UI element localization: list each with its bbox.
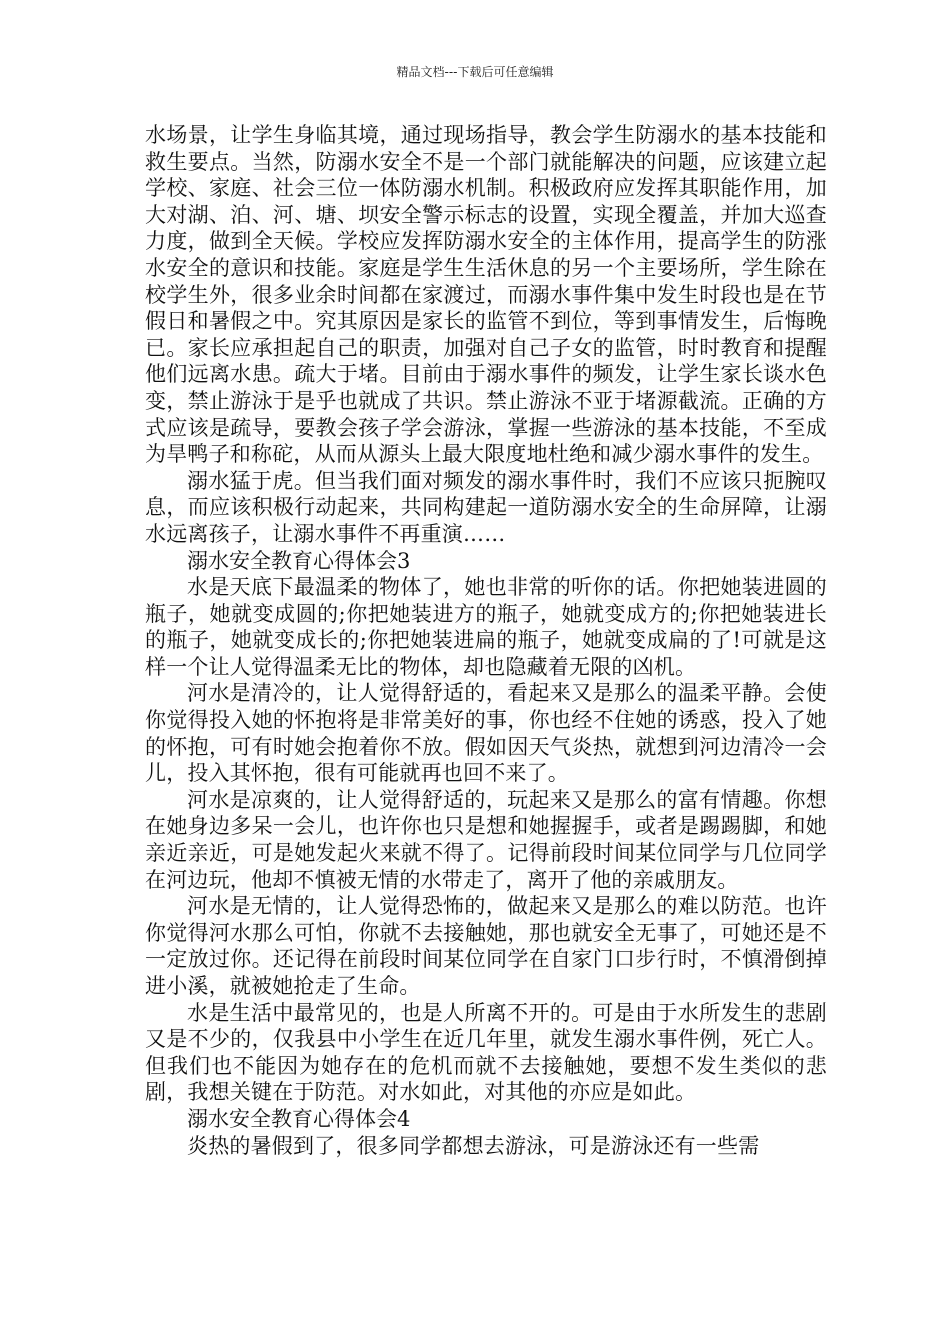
paragraph-3: 水是天底下最温柔的物体了，她也非常的听你的话。你把她装进圆的瓶子，她就变成圆的;你把她装进方的瓶子，她就变成方的;你把她装进长的瓶子，她就变成长的;你把她装进扁的瓶子，她就变成扁的了!可就是这样一个让人觉得温柔无比的物体，却也隐藏着无限的凶机。	[145, 575, 827, 679]
paragraph-7: 水是生活中最常见的，也是人所离不开的。可是由于水所发生的悲剧又是不少的，仅我县中小学生在近几年里，就发生溺水事件例，死亡人。但我们也不能因为她存在的危机而就不去接触她，要想不发生类似的悲剧，我想关键在于防范。对水如此，对其他的亦应是如此。	[145, 1000, 827, 1105]
paragraph-2: 溺水猛于虎。但当我们面对频发的溺水事件时，我们不应该只扼腕叹息，而应该积极行动起来，共同构建起一道防溺水安全的生命屏障，让溺水远离孩子，让溺水事件不再重演……	[145, 468, 827, 546]
paragraph-8: 炎热的暑假到了，很多同学都想去游泳，可是游泳还有一些需	[187, 1133, 760, 1158]
document-body	[145, 122, 827, 1159]
paragraph-5: 河水是凉爽的，让人觉得舒适的，玩起来又是那么的富有情趣。你想在她身边多呆一会儿，也许你也只是想和她握握手，或者是踢踢脚，和她亲近亲近，可是她发起火来就不得了。记得前段时间某位同学与几位同学在河边玩，他却不慎被无情的水带走了，离开了他的亲戚朋友。	[145, 787, 827, 892]
paragraph-6: 河水是无情的，让人觉得恐怖的，做起来又是那么的难以防范。也许你觉得河水那么可怕，你就不去接触她，那也就安全无事了，可她还是不一定放过你。还记得在前段时间某位同学在自家门口步行时，不慎滑倒掉进小溪，就被她抢走了生命。	[145, 894, 827, 998]
paragraph-1: 水场景，让学生身临其境，通过现场指导，教会学生防溺水的基本技能和救生要点。当然，防溺水安全不是一个部门就能解决的问题，应该建立起学校、家庭、社会三位一体防溺水机制。积极政府应发挥其职能作用，加大对湖、泊、河、塘、坝安全警示标志的设置，实现全覆盖，并加大巡查力度，做到全天候。学校应发挥防溺水安全的主体作用，提高学生的防涨水安全的意识和技能。家庭是学生生活休息的另一个主要场所，学生除在校学生外，很多业余时间都在家渡过，而溺水事件集中发生时段也是在节假日和暑假之中。究其原因是家长的监管不到位，等到事情发生，后悔晚已。家长应承担起自己的职责，加强对自己子女的监管，时时教育和提醒他们远离水患。疏大于堵。目前由于溺水事件的频发，让学生家长谈水色变，禁止游泳于是乎也就成了共识。禁止游泳不亚于堵源截流。正确的方式应该是疏导，要教会孩子学会游泳，掌握一些游泳的基本技能，不至成为旱鸭子和称砣，从而从源头上最大限度地杜绝和减少溺水事件的发生。	[145, 123, 827, 467]
paragraph-4: 河水是清冷的，让人觉得舒适的，看起来又是那么的温柔平静。会使你觉得投入她的怀抱将是非常美好的事，你也经不住她的诱惑，投入了她的怀抱，可有时她会抱着你不放。假如因天气炎热，就想到河边清冷一会儿，投入其怀抱，很有可能就再也回不来了。	[145, 681, 827, 786]
section-heading-3: 溺水安全教育心得体会3	[187, 548, 411, 573]
page-header: 精品文档---下载后可任意编辑	[396, 65, 554, 79]
section-heading-4: 溺水安全教育心得体会4	[187, 1106, 411, 1131]
